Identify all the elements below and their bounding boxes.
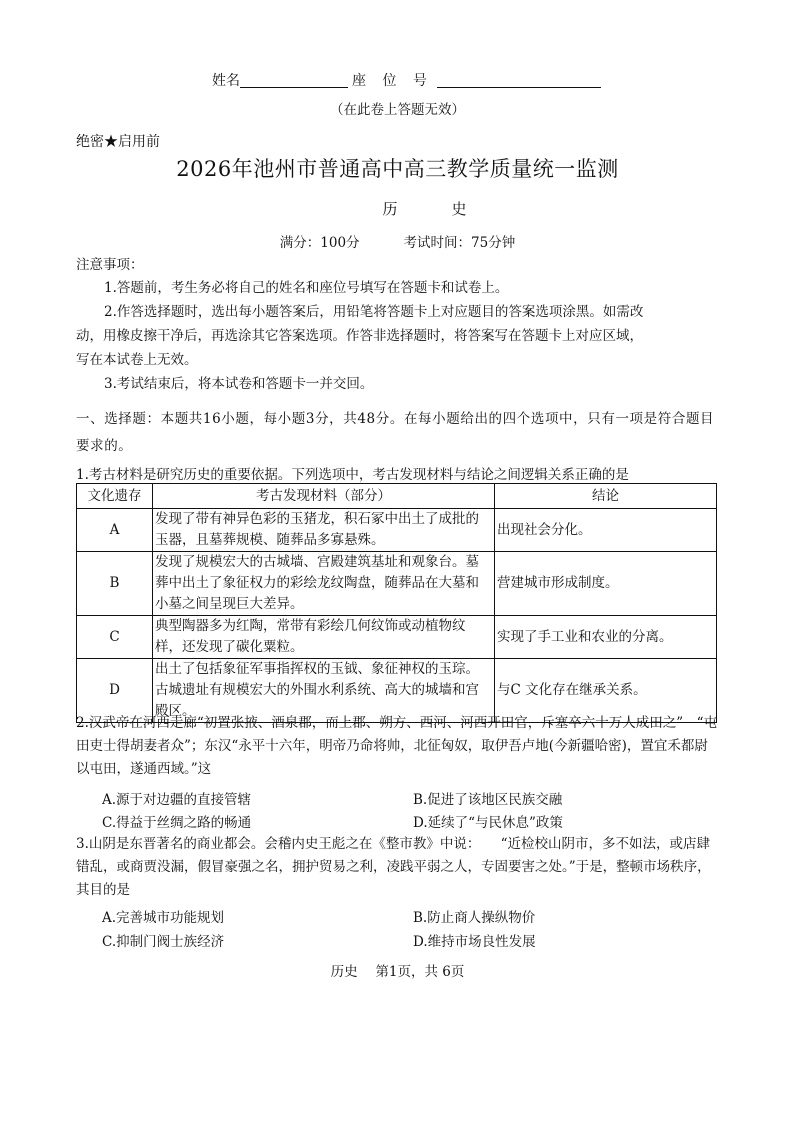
- header-conclusion: 结论: [495, 484, 717, 509]
- question-1-table: [76, 483, 717, 723]
- row-material: 发现了带有神异色彩的玉猪龙，积石冢中出土了成批的玉器，且墓葬规模、随葬品多寡悬殊。: [153, 509, 495, 552]
- secret-mark: 绝密★启用前: [76, 134, 160, 150]
- section-1-instructions: 一、选择题：本题共16小题，每小题3分，共48分。在每小题给出的四个选项中，只有一项是符合题目要求的。: [76, 411, 715, 454]
- seat-blank: [437, 73, 601, 88]
- row-label: C: [77, 616, 153, 659]
- table-header-row: [77, 484, 717, 509]
- row-label: A: [77, 509, 153, 552]
- exam-time: 考试时间：75分钟: [403, 235, 516, 251]
- name-seat-line: [212, 70, 601, 90]
- question-3-option-a[interactable]: A.完善城市功能规划: [102, 910, 225, 926]
- table-row: [77, 616, 717, 659]
- question-2-option-b[interactable]: B.促进了该地区民族交融: [413, 792, 563, 808]
- row-conclusion: 与C 文化存在继承关系。: [495, 659, 717, 723]
- name-blank: [240, 73, 348, 88]
- invalid-note: （在此卷上答题无效）: [330, 102, 465, 118]
- row-conclusion: 出现社会分化。: [495, 509, 717, 552]
- row-conclusion: 营建城市形成制度。: [495, 552, 717, 616]
- question-2-option-a[interactable]: A.源于对边疆的直接管辖: [102, 792, 252, 808]
- name-label: 姓名: [212, 73, 240, 89]
- row-conclusion: 实现了手工业和农业的分离。: [495, 616, 717, 659]
- question-2-option-c[interactable]: C.得益于丝绸之路的畅通: [102, 815, 252, 831]
- row-label: D: [77, 659, 153, 723]
- question-2-option-d[interactable]: D.延续了“与民休息”政策: [413, 815, 563, 831]
- notes-title: 注意事项：: [76, 257, 144, 273]
- row-material: 发现了规模宏大的古城墙、宫殿建筑基址和观象台。墓葬中出土了象征权力的彩绘龙纹陶盘，随葬品在大墓和小墓之间呈现巨大差异。: [153, 552, 495, 616]
- table-row: [77, 509, 717, 552]
- row-material: 典型陶器多为红陶，常带有彩绘几何纹饰或动植物纹样，还发现了碳化粟粒。: [153, 616, 495, 659]
- question-2-stem: 2.汉武帝在河西走廊“初置张掖、酒泉郡，而上郡、朔方、西河、河西开田官，斥塞卒六十万人成田之” “屯田吏士得胡妻者众”；东汉“永平十六年，明帝乃命将帅，北征匈奴，取伊吾卢地(今新疆哈密)，置宜禾都尉以屯田，遂通西域。”这: [76, 715, 718, 777]
- note-item-2: [76, 300, 721, 372]
- exam-title: 2026年池州市普通高中高三教学质量统一监测: [176, 157, 619, 181]
- note-item-2-line-2: 动，用橡皮擦干净后，再选涂其它答案选项。作答非选择题时，将答案写在答题卡上对应区域，: [76, 328, 643, 344]
- subject-title: 历史: [382, 200, 521, 218]
- score-time-line: [0, 231, 795, 251]
- note-item-2-line-1: 2.作答选择题时，选出每小题答案后，用铅笔将答题卡上对应题目的答案选项涂黑。如需改: [104, 304, 644, 320]
- page-footer: 历史 第1页，共 6页: [330, 964, 465, 980]
- row-material: 出土了包括象征军事指挥权的玉钺、象征神权的玉琮。古城遗址有规模宏大的外围水利系统、高大的城墙和宫殿区。: [153, 659, 495, 723]
- header-material: 考古发现材料（部分）: [153, 484, 495, 509]
- note-item-1: 1.答题前，考生务必将自己的姓名和座位号填写在答题卡和试卷上。: [104, 280, 509, 296]
- table-row: [77, 552, 717, 616]
- question-3-option-b[interactable]: B.防止商人操纵物价: [413, 910, 536, 926]
- note-item-3: 3.考试结束后，将本试卷和答题卡一并交回。: [104, 376, 374, 392]
- note-item-2-line-3: 写在本试卷上无效。: [76, 352, 198, 368]
- question-3-stem: 3.山阴是东晋著名的商业都会。会稽内史王彪之在《整市教》中说： “近检校山阴市，多不如法，或店肆错乱，或商贾没漏，假冒豪强之名，拥护贸易之利，凌践平弱之人，专固要害之处。”于是，整顿市场秩序，其目的是: [76, 836, 711, 898]
- row-label: B: [77, 552, 153, 616]
- question-3-option-c[interactable]: C.抑制门阀士族经济: [102, 934, 225, 950]
- seat-label: 座 位 号: [352, 73, 433, 89]
- question-1-stem: 1.考古材料是研究历史的重要依据。下列选项中，考古发现材料与结论之间逻辑关系正确的是: [76, 467, 629, 483]
- header-culture: 文化遗存: [77, 484, 153, 509]
- full-score: 满分：100分: [279, 235, 360, 251]
- question-3-option-d[interactable]: D.维持市场良性发展: [413, 934, 536, 950]
